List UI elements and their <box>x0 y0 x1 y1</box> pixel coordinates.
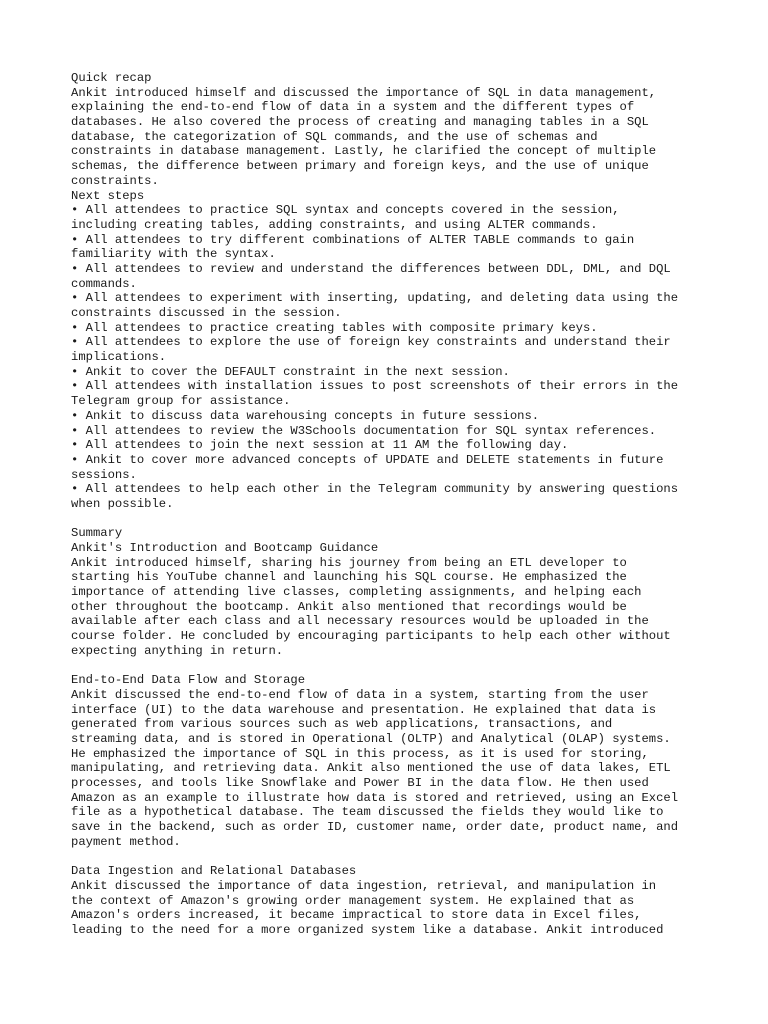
text-line: constraints. <box>71 173 159 188</box>
subsection-title: Data Ingestion and Relational Databases <box>71 864 357 879</box>
text-line: Ankit introduced himself and discussed the importance of SQL in data management, <box>71 85 657 100</box>
text-line: manipulating, and retrieving data. Ankit also mentioned the use of data lakes, ETL <box>71 761 671 776</box>
subsection-title: End-to-End Data Flow and Storage <box>71 673 306 688</box>
list-line: constraints discussed in the session. <box>71 306 342 320</box>
summary-section <box>71 526 768 937</box>
section-heading: Next steps <box>71 188 145 203</box>
summary-subsection-introduction <box>71 541 768 659</box>
list-line: • All attendees to help each other in the Telegram community by answering questions <box>71 482 679 497</box>
list-line: • All attendees to experiment with inserting, updating, and deleting data using the <box>71 291 679 306</box>
subsection-title: Ankit's Introduction and Bootcamp Guidance <box>71 541 379 555</box>
text-line: constraints in database management. Lastly, he clarified the concept of multiple <box>71 144 657 159</box>
list-line: implications. <box>71 350 167 365</box>
text-line: file as a hypothetical database. The team discussed the fields they would like to <box>71 805 664 820</box>
list-line: Telegram group for assistance. <box>71 394 291 409</box>
text-line: the context of Amazon's growing order management system. He explained that as <box>71 893 635 908</box>
text-line: schemas, the difference between primary and foreign keys, and the use of unique <box>71 159 649 174</box>
text-line: expecting anything in return. <box>71 643 284 658</box>
list-line: including creating tables, adding constraints, and using ALTER commands. <box>71 217 598 232</box>
next-steps-list <box>71 203 768 511</box>
list-line: • All attendees to review and understand the differences between DDL, DML, and DQL <box>71 261 671 276</box>
text-line: databases. He also covered the process of creating and managing tables in a SQL <box>71 115 649 130</box>
list-line: • All attendees to practice SQL syntax and concepts covered in the session, <box>71 203 620 218</box>
text-line: explaining the end-to-end flow of data in a system and the different types of <box>71 100 635 115</box>
text-line: Ankit discussed the end-to-end flow of data in a system, starting from the user <box>71 687 649 702</box>
list-line: commands. <box>71 276 137 291</box>
quick-recap-section <box>71 71 768 189</box>
text-line: Ankit introduced himself, sharing his journey from being an ETL developer to <box>71 555 627 570</box>
text-line: other throughout the bootcamp. Ankit also mentioned that recordings would be <box>71 599 627 614</box>
text-line: leading to the need for a more organized system like a database. Ankit introduced <box>71 922 664 937</box>
summary-subsection-data-flow <box>71 673 768 849</box>
text-line: starting his YouTube channel and launching his SQL course. He emphasized the <box>71 570 627 585</box>
list-line: • All attendees to join the next session at 11 AM the following day. <box>71 438 569 453</box>
text-line: interface (UI) to the data warehouse and presentation. He explained that data is <box>71 702 657 717</box>
list-line: • All attendees to explore the use of foreign key constraints and understand their <box>71 335 671 350</box>
text-line: save in the backend, such as order ID, customer name, order date, product name, and <box>71 820 679 835</box>
list-line: • All attendees to practice creating tables with composite primary keys. <box>71 320 598 335</box>
text-line: payment method. <box>71 834 181 849</box>
text-line: course folder. He concluded by encouraging participants to help each other without <box>71 629 671 644</box>
list-line: • Ankit to discuss data warehousing concepts in future sessions. <box>71 408 540 423</box>
text-line: database, the categorization of SQL commands, and the use of schemas and <box>71 129 598 144</box>
list-line: • All attendees to try different combinations of ALTER TABLE commands to gain <box>71 232 635 247</box>
text-line: processes, and tools like Snowflake and Power BI in the data flow. He then used <box>71 776 649 790</box>
list-line: familiarity with the syntax. <box>71 247 276 262</box>
list-line: • All attendees with installation issues to post screenshots of their errors in the <box>71 379 679 394</box>
list-line: • Ankit to cover more advanced concepts of UPDATE and DELETE statements in future <box>71 452 664 467</box>
recap-paragraph <box>71 86 768 189</box>
text-line: Amazon as an example to illustrate how data is stored and retrieved, using an Excel <box>71 790 679 805</box>
paragraph-spacer <box>71 849 768 864</box>
section-heading: Summary <box>71 526 123 541</box>
list-line: • All attendees to review the W3Schools documentation for SQL syntax references. <box>71 423 657 438</box>
text-line: Ankit discussed the importance of data ingestion, retrieval, and manipulation in <box>71 878 657 893</box>
text-line: He emphasized the importance of SQL in this process, as it is used for storing, <box>71 746 649 761</box>
section-heading: Quick recap <box>71 71 152 85</box>
list-line: when possible. <box>71 496 174 511</box>
list-line: sessions. <box>71 467 137 482</box>
paragraph-spacer <box>71 512 768 527</box>
list-line: • Ankit to cover the DEFAULT constraint in the next session. <box>71 364 510 379</box>
text-line: Amazon's orders increased, it became impractical to store data in Excel files, <box>71 908 642 923</box>
paragraph-spacer <box>71 659 768 674</box>
text-line: streaming data, and is stored in Operational (OLTP) and Analytical (OLAP) systems. <box>71 731 671 746</box>
text-line: available after each class and all necessary resources would be uploaded in the <box>71 614 649 629</box>
summary-subsection-data-ingestion <box>71 864 768 937</box>
text-line: importance of attending live classes, completing assignments, and helping each <box>71 585 642 600</box>
next-steps-section <box>71 189 768 512</box>
text-line: generated from various sources such as web applications, transactions, and <box>71 717 613 732</box>
